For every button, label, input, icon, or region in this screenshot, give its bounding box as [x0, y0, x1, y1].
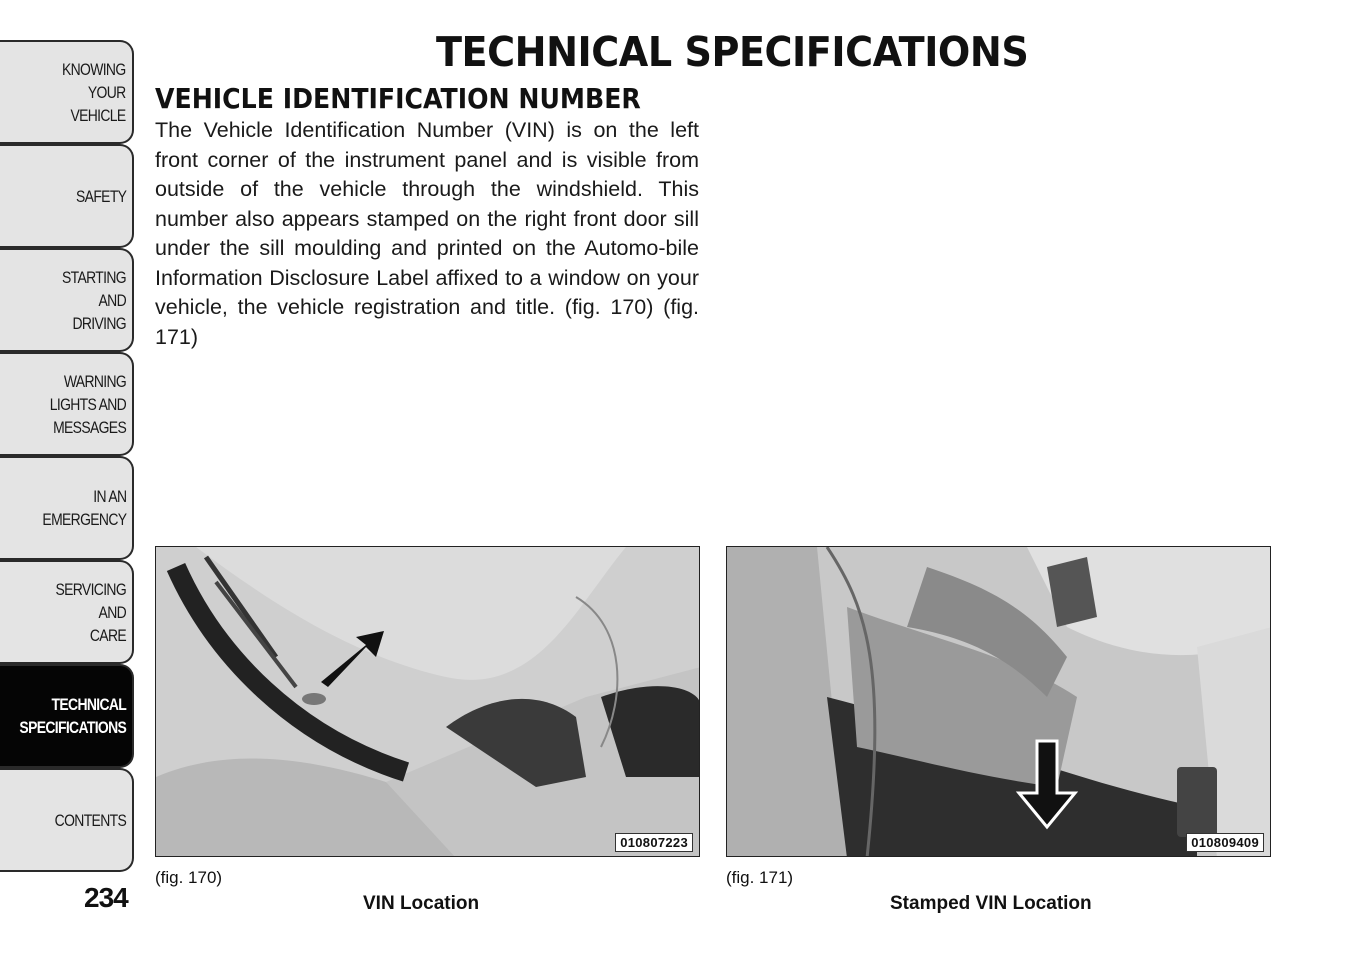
figure-caption: VIN Location	[363, 893, 480, 914]
page-title: TECHNICAL SPECIFICATIONS	[436, 28, 1029, 76]
figure-code: 010809409	[1186, 833, 1264, 852]
tab-in-an-emergency[interactable]	[0, 456, 134, 560]
tab-label: STARTING AND DRIVING	[62, 267, 126, 333]
tab-technical-specifications[interactable]	[0, 664, 134, 768]
door-sill-illustration	[727, 547, 1271, 857]
tab-label: KNOWING YOUR VEHICLE	[62, 59, 126, 125]
tab-knowing-your-vehicle[interactable]	[0, 40, 134, 144]
tab-label: SERVICING AND CARE	[55, 579, 126, 645]
section-body: The Vehicle Identification Number (VIN) is on the left front corner of the instrument panel and is visible from outside of the vehicle through the windshield. This number also appears stamped on the right front door sill under the sill moulding and printed on the Automo-bile Information Disclosure Label affixed to a window on your vehicle, the vehicle registration and title. (fig. 170) (fig. 171)	[155, 118, 699, 349]
figure-stamped-vin-location	[726, 546, 1271, 857]
windshield-illustration	[156, 547, 700, 857]
page-number: 234	[84, 882, 128, 913]
tab-label: TECHNICAL SPECIFICATIONS	[19, 695, 126, 737]
figure-ref: (fig. 171)	[726, 868, 794, 887]
tab-label: CONTENTS	[54, 810, 126, 830]
figure-caption: Stamped VIN Location	[890, 893, 1092, 914]
figure-vin-location	[155, 546, 700, 857]
tab-label: WARNING LIGHTS AND MESSAGES	[49, 371, 127, 437]
tab-servicing-and-care[interactable]	[0, 560, 134, 664]
figure-ref: (fig. 170)	[155, 868, 223, 887]
tab-label: IN AN EMERGENCY	[42, 487, 126, 529]
tab-warning-lights-and-messages[interactable]	[0, 352, 134, 456]
tab-starting-and-driving[interactable]	[0, 248, 134, 352]
section-heading: VEHICLE IDENTIFICATION NUMBER	[155, 82, 641, 115]
tab-label: SAFETY	[75, 186, 126, 206]
tab-safety[interactable]	[0, 144, 134, 248]
figure-code: 010807223	[615, 833, 693, 852]
tab-contents[interactable]	[0, 768, 134, 872]
